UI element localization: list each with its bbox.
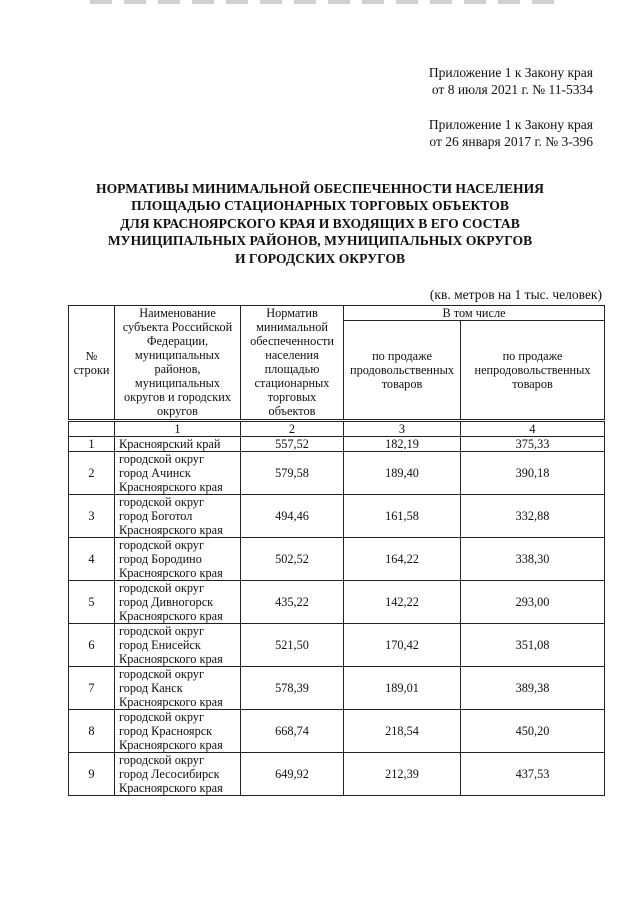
appendix-original-reference — [429, 116, 593, 150]
cell-row-number: 3 — [69, 495, 115, 538]
cell-entity-name-line: городской округ — [119, 667, 204, 681]
header-name-line: муниципальных — [134, 348, 221, 362]
cell-food-norm: 182,19 — [344, 437, 461, 452]
cell-entity-name-line: город Канск — [119, 681, 183, 695]
title-line: ДЛЯ КРАСНОЯРСКОГО КРАЯ И ВХОДЯЩИХ В ЕГО СОСТАВ — [120, 215, 520, 231]
cell-entity-name — [115, 710, 241, 753]
header-row-number — [69, 306, 115, 421]
cell-entity-name-line: Красноярского края — [119, 781, 223, 795]
cell-entity-name-line: Красноярского края — [119, 738, 223, 752]
table-row — [69, 753, 605, 796]
appendix-original-line2: от 26 января 2017 г. № 3-396 — [429, 134, 593, 149]
cell-food-norm: 161,58 — [344, 495, 461, 538]
column-number: 1 — [115, 421, 241, 437]
cell-entity-name-line: городской округ — [119, 538, 204, 552]
cell-entity-name-line: Красноярского края — [119, 695, 223, 709]
title-line: МУНИЦИПАЛЬНЫХ РАЙОНОВ, МУНИЦИПАЛЬНЫХ ОКРУГОВ — [107, 233, 533, 249]
table-row — [69, 624, 605, 667]
header-including: В том числе — [344, 306, 605, 321]
header-norm-line: объектов — [268, 404, 316, 418]
cell-entity-name — [115, 495, 241, 538]
cell-entity-name-line: городской округ — [119, 753, 204, 767]
cell-entity-name-line: Красноярский край — [119, 437, 221, 451]
units-note: (кв. метров на 1 тыс. человек) — [429, 287, 602, 302]
norms-table — [68, 305, 605, 796]
cell-nonfood-norm: 293,00 — [461, 581, 605, 624]
cell-entity-name-line: город Красноярск — [119, 724, 213, 738]
cell-nonfood-norm: 390,18 — [461, 452, 605, 495]
cell-nonfood-norm: 332,88 — [461, 495, 605, 538]
cell-entity-name — [115, 624, 241, 667]
header-name-line: субъекта Российской — [122, 320, 233, 334]
cell-food-norm: 164,22 — [344, 538, 461, 581]
header-norm — [241, 306, 344, 421]
column-number: 4 — [461, 421, 605, 437]
cell-entity-name-line: город Дивногорск — [119, 595, 214, 609]
cell-total-norm: 668,74 — [241, 710, 344, 753]
column-number-row — [69, 421, 605, 437]
cell-food-norm: 218,54 — [344, 710, 461, 753]
cell-entity-name-line: городской округ — [119, 710, 204, 724]
cell-food-norm: 212,39 — [344, 753, 461, 796]
cell-entity-name-line: город Боготол — [119, 509, 193, 523]
header-food-line: продовольственных — [350, 363, 454, 377]
header-norm-line: торговых — [267, 390, 317, 404]
header-name-line: округов — [157, 404, 198, 418]
cell-entity-name-line: городской округ — [119, 581, 204, 595]
header-norm-line: Норматив — [266, 306, 318, 320]
header-name-line: районов, — [154, 362, 201, 376]
scan-edge-artifact — [90, 0, 560, 4]
header-norm-line: обеспеченности — [250, 334, 334, 348]
cell-entity-name-line: Красноярского края — [119, 566, 223, 580]
cell-total-norm: 649,92 — [241, 753, 344, 796]
title-line: ПЛОЩАДЬЮ СТАЦИОНАРНЫХ ТОРГОВЫХ ОБЪЕКТОВ — [131, 198, 509, 214]
header-name-line: Федерации, — [146, 334, 209, 348]
header-food-line: товаров — [381, 377, 423, 391]
cell-food-norm: 170,42 — [344, 624, 461, 667]
cell-total-norm: 579,58 — [241, 452, 344, 495]
appendix-current-reference — [429, 64, 593, 98]
header-row-number-line: строки — [73, 362, 110, 377]
column-number: 2 — [241, 421, 344, 437]
cell-entity-name-line: городской округ — [119, 624, 204, 638]
cell-row-number: 6 — [69, 624, 115, 667]
appendix-current-line1: Приложение 1 к Закону края — [428, 65, 593, 80]
header-norm-line: стационарных — [254, 376, 330, 390]
cell-nonfood-norm: 437,53 — [461, 753, 605, 796]
document-title — [60, 180, 580, 267]
cell-entity-name-line: Красноярского края — [119, 609, 223, 623]
cell-entity-name — [115, 452, 241, 495]
cell-entity-name-line: Красноярского края — [119, 652, 223, 666]
cell-total-norm: 557,52 — [241, 437, 344, 452]
header-food-line: по продаже — [372, 349, 432, 363]
table-row — [69, 667, 605, 710]
header-row-number-line: № — [85, 348, 98, 363]
table-row — [69, 437, 605, 452]
cell-entity-name-line: город Лесосибирск — [119, 767, 220, 781]
header-nonfood-line: по продаже — [502, 349, 563, 363]
cell-row-number: 8 — [69, 710, 115, 753]
table-row — [69, 710, 605, 753]
cell-nonfood-norm: 450,20 — [461, 710, 605, 753]
cell-row-number: 5 — [69, 581, 115, 624]
cell-total-norm: 578,39 — [241, 667, 344, 710]
title-line: НОРМАТИВЫ МИНИМАЛЬНОЙ ОБЕСПЕЧЕННОСТИ НАСЕЛЕНИЯ — [96, 181, 544, 196]
cell-total-norm: 494,46 — [241, 495, 344, 538]
cell-row-number: 4 — [69, 538, 115, 581]
cell-row-number: 1 — [69, 437, 115, 452]
header-nonfood-line: непродовольственных — [474, 363, 591, 377]
header-name-line: муниципальных — [134, 376, 221, 390]
header-name-line: округов и городских — [124, 390, 231, 404]
cell-entity-name — [115, 581, 241, 624]
table-row — [69, 581, 605, 624]
cell-nonfood-norm: 375,33 — [461, 437, 605, 452]
header-food — [344, 321, 461, 421]
table-row — [69, 495, 605, 538]
header-name — [115, 306, 241, 421]
cell-entity-name-line: Красноярского края — [119, 523, 223, 537]
cell-entity-name — [115, 753, 241, 796]
header-nonfood-line: товаров — [512, 377, 553, 391]
appendix-current-line2: от 8 июля 2021 г. № 11-5334 — [431, 82, 593, 97]
cell-food-norm: 189,40 — [344, 452, 461, 495]
column-number: 3 — [344, 421, 461, 437]
cell-entity-name-line: Красноярского края — [119, 480, 223, 494]
cell-entity-name — [115, 538, 241, 581]
cell-entity-name — [115, 667, 241, 710]
header-norm-line: площадью — [264, 362, 320, 376]
cell-entity-name-line: городской округ — [119, 495, 204, 509]
appendix-original-line1: Приложение 1 к Закону края — [428, 117, 593, 132]
cell-nonfood-norm: 389,38 — [461, 667, 605, 710]
cell-total-norm: 502,52 — [241, 538, 344, 581]
cell-entity-name-line: город Енисейск — [119, 638, 201, 652]
header-norm-line: населения — [265, 348, 319, 362]
table-row — [69, 452, 605, 495]
column-number-blank — [69, 421, 115, 437]
header-row — [69, 306, 605, 321]
cell-row-number: 2 — [69, 452, 115, 495]
cell-food-norm: 189,01 — [344, 667, 461, 710]
header-nonfood — [461, 321, 605, 421]
cell-entity-name-line: город Бородино — [119, 552, 202, 566]
cell-nonfood-norm: 351,08 — [461, 624, 605, 667]
header-norm-line: минимальной — [256, 320, 328, 334]
cell-total-norm: 435,22 — [241, 581, 344, 624]
cell-entity-name-line: город Ачинск — [119, 466, 191, 480]
cell-food-norm: 142,22 — [344, 581, 461, 624]
table-row — [69, 538, 605, 581]
cell-row-number: 9 — [69, 753, 115, 796]
cell-total-norm: 521,50 — [241, 624, 344, 667]
cell-nonfood-norm: 338,30 — [461, 538, 605, 581]
header-name-line: Наименование — [139, 306, 216, 320]
cell-entity-name — [115, 437, 241, 452]
title-line: И ГОРОДСКИХ ОКРУГОВ — [234, 250, 406, 266]
cell-row-number: 7 — [69, 667, 115, 710]
cell-entity-name-line: городской округ — [119, 452, 204, 466]
